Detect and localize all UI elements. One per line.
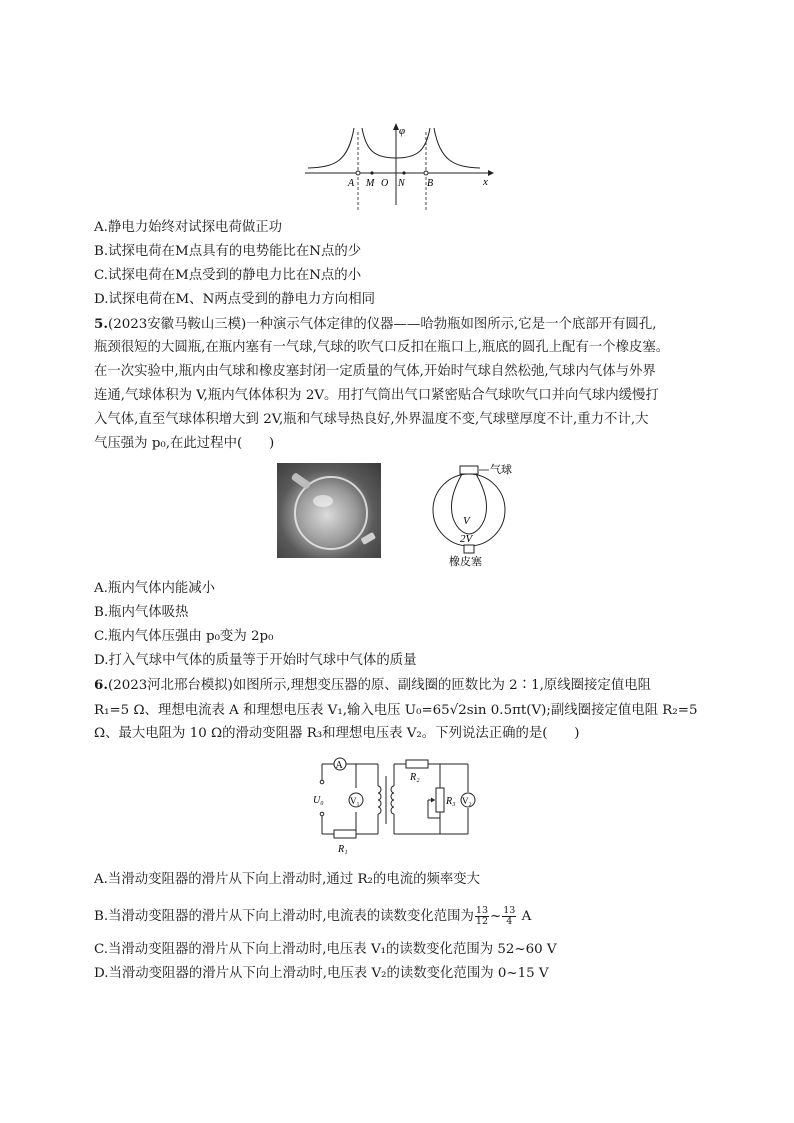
voltmeter-v1-label: V₁ <box>350 796 360 806</box>
q4-option-d: D.试探电荷在M、N两点受到的静电力方向相同 <box>94 292 375 307</box>
r1-label: R₁ <box>338 844 348 855</box>
q6-stem-line-2: R₁=5 Ω、理想电流表 A 和理想电压表 V₁,输入电压 U₀=65√2sin 0.5πt(V);副线圈接定值电阻 R₂=5 <box>94 703 698 718</box>
hubble-bottle-photo <box>277 463 381 558</box>
q5-option-d: D.打入气球中气体的质量等于开始时气球中气体的质量 <box>94 653 417 668</box>
fraction-13-12 <box>475 906 489 927</box>
q4-option-b: B.试探电荷在M点具有的电势能比在N点的少 <box>94 244 362 259</box>
point-n-label: N <box>398 178 405 189</box>
point-a-label: A <box>348 178 355 189</box>
fraction-denominator: 12 <box>475 916 488 927</box>
q6-option-d: D.当滑动变阻器的滑片从下向上滑动时,电压表 V₂的读数变化范围为 0~15 V <box>94 966 549 981</box>
voltmeter-v2-label: V₂ <box>462 796 472 806</box>
q5-stem-line-3: 在一次实验中,瓶内由气球和橡皮塞封闭一定质量的气体,开始时气球自然松弛,气球内气体与外界 <box>94 364 656 379</box>
r3-label: R₃ <box>446 796 456 807</box>
q5-stem-line-6: 气压强为 p₀,在此过程中( ) <box>94 436 275 451</box>
q6-number: 6. <box>94 677 108 693</box>
hubble-bottle-diagram <box>425 460 535 572</box>
q6-stem-text-1: (2023河北邢台模拟)如图所示,理想变压器的原、副线圈的匝数比为 2∶1,原线圈接定值电阻 <box>107 678 651 693</box>
potential-graph <box>300 120 500 210</box>
q5-stem-line-5: 入气体,直至气球体积增大到 2V,瓶和气球导热良好,外界温度不变,气球壁厚度不计,重力不计,大 <box>94 412 649 427</box>
range-tilde: ~ <box>490 909 502 924</box>
q6-stem-line-1 <box>94 675 651 696</box>
r2-label: R₂ <box>410 772 420 783</box>
fraction-numerator: 13 <box>475 905 488 916</box>
fraction-denominator: 4 <box>506 916 513 927</box>
q5-stem-line-1 <box>94 314 656 335</box>
u0-label: U₀ <box>313 795 324 806</box>
balloon-volume-label: V <box>463 515 470 527</box>
q4-option-c: C.试探电荷在M点受到的静电力比在N点的小 <box>94 268 362 283</box>
q6-option-c: C.当滑动变阻器的滑片从下向上滑动时,电压表 V₁的读数变化范围为 52~60 V <box>94 942 557 957</box>
q6-option-a: A.当滑动变阻器的滑片从下向上滑动时,通过 R₂的电流的频率变大 <box>94 872 481 887</box>
q6-stem-line-3: Ω、最大电阻为 10 Ω的滑动变阻器 R₃和理想电压表 V₂。下列说法正确的是( ) <box>94 726 580 741</box>
q5-stem-line-4: 连通,气球体积为 V,瓶内气体体积为 2V。用打气筒出气口紧密贴合气球吹气口并向气球内缓慢打 <box>94 388 659 403</box>
q5-number: 5. <box>94 316 108 332</box>
q5-option-c: C.瓶内气体压强由 p₀变为 2p₀ <box>94 629 274 644</box>
stopper-label: 橡皮塞 <box>449 556 482 568</box>
q4-option-a: A.静电力始终对试探电荷做正功 <box>94 220 283 235</box>
point-m-label: M <box>366 178 375 189</box>
bottle-volume-label: 2V <box>460 533 473 545</box>
point-o-label: O <box>381 178 389 189</box>
q6-option-b-text: B.当滑动变阻器的滑片从下向上滑动时,电流表的读数变化范围为 <box>94 909 474 924</box>
transformer-circuit <box>310 752 490 858</box>
fraction-13-4 <box>502 906 516 927</box>
q5-stem-text-1: (2023安徽马鞍山三模)一种演示气体定律的仪器——哈勃瓶如图所示,它是一个底部开有圆孔, <box>107 317 657 332</box>
q6-option-b <box>94 906 531 927</box>
balloon-label: 气球 <box>490 464 512 476</box>
fraction-numerator: 13 <box>503 905 516 916</box>
q5-option-b: B.瓶内气体吸热 <box>94 605 189 620</box>
ammeter-label: A <box>335 760 343 771</box>
q5-option-a: A.瓶内气体内能减小 <box>94 581 216 596</box>
axis-phi-label: φ <box>399 125 406 137</box>
axis-x-label: x <box>483 176 488 188</box>
unit-ampere: A <box>521 909 532 924</box>
q5-stem-line-2: 瓶颈很短的大圆瓶,在瓶内塞有一气球,气球的吹气口反扣在瓶口上,瓶底的圆孔上配有一个橡皮塞。 <box>94 340 670 355</box>
point-b-label: B <box>427 178 434 189</box>
